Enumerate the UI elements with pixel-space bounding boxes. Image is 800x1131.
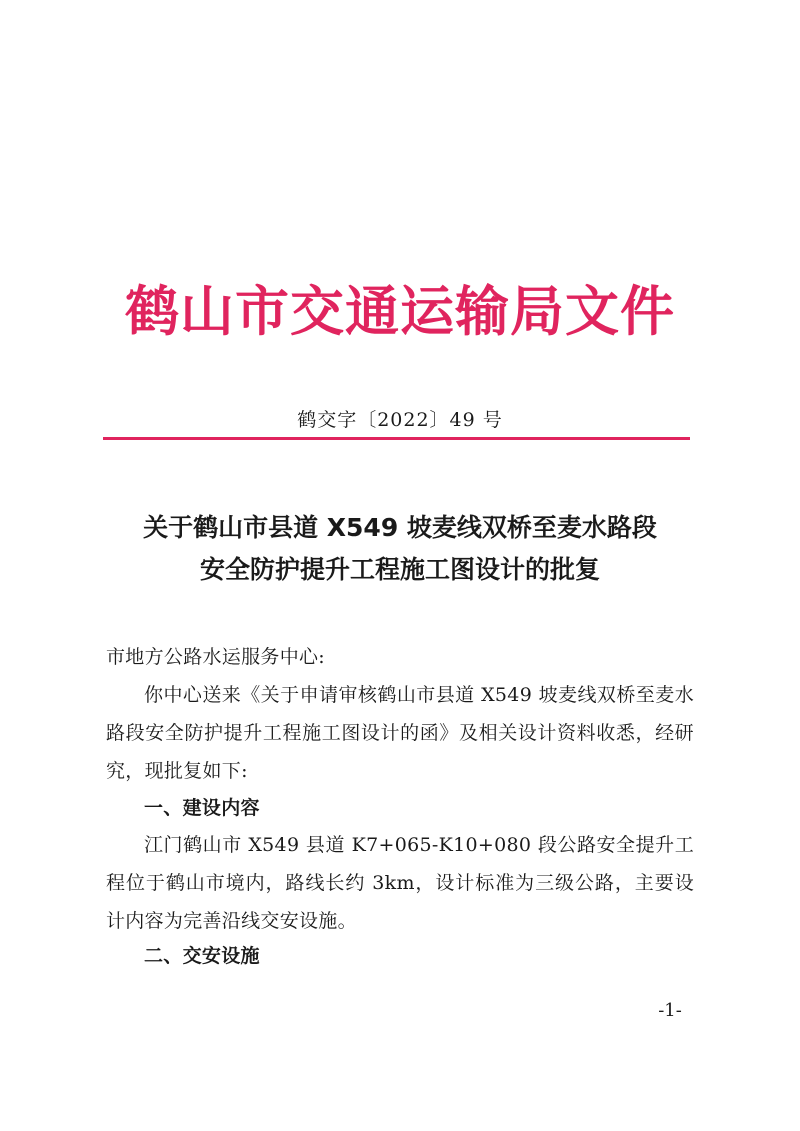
- addressee: 市地方公路水运服务中心:: [106, 646, 326, 668]
- paragraph-2: 江门鹤山市 X549 县道 K7+065-K10+080 段公路安全提升工程位于鹤山市境内，路线长约 3km，设计标准为三级公路，主要设计内容为完善沿线交安设施。: [106, 834, 694, 932]
- issuer-title: 鹤山市交通运输局文件: [125, 280, 675, 343]
- section-1-heading: 一、建设内容: [144, 797, 260, 819]
- document-title: [60, 507, 740, 591]
- title-line-2: 安全防护提升工程施工图设计的批复: [199, 555, 600, 584]
- page-number: -1-: [658, 1000, 682, 1021]
- document-number: 鹤交字〔2022〕49 号: [297, 409, 503, 431]
- section-2-heading: 二、交安设施: [144, 945, 260, 967]
- paragraph-1: 你中心送来《关于申请审核鹤山市县道 X549 坡麦线双桥至麦水路段安全防护提升工程施工图设计的函》及相关设计资料收悉，经研究，现批复如下:: [106, 684, 694, 782]
- title-line-1: 关于鹤山市县道 X549 坡麦线双桥至麦水路段: [143, 513, 657, 542]
- header-divider: [103, 437, 690, 440]
